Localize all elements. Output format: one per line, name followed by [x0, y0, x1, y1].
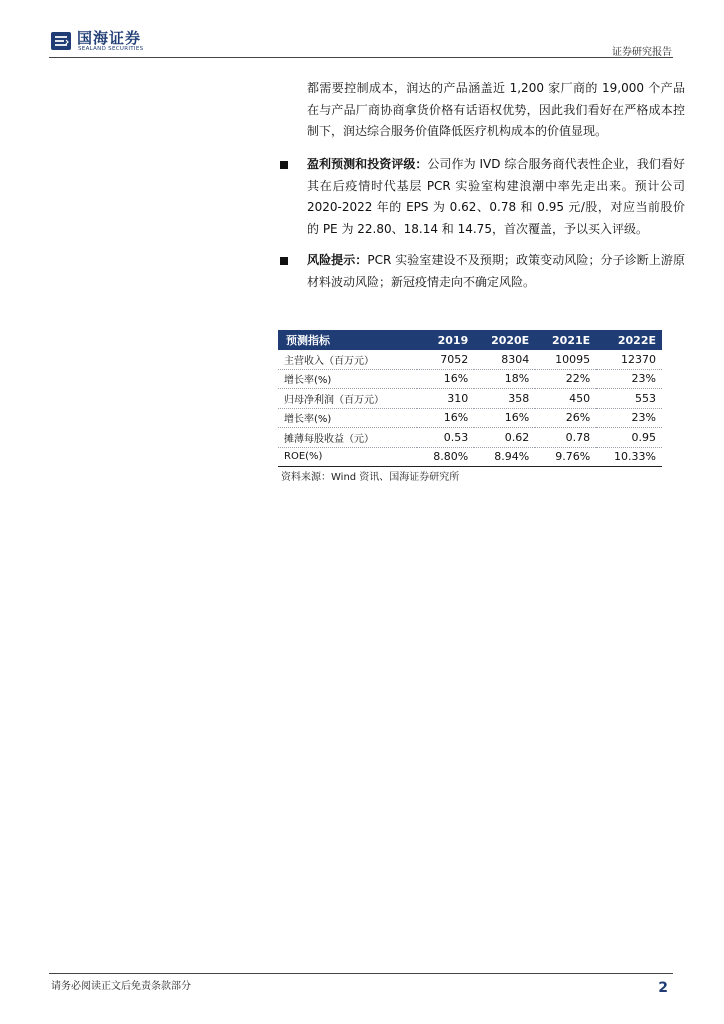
- table-row: [278, 350, 662, 369]
- table-cell: 553: [596, 389, 662, 409]
- table-cell: 10.33%: [596, 447, 662, 467]
- paragraph-risk-warning: [307, 250, 685, 293]
- table-cell: 22%: [535, 369, 596, 389]
- footer-divider: [49, 973, 673, 974]
- row-label: 增长率(%): [278, 369, 417, 389]
- row-label: 主营收入（百万元）: [278, 350, 417, 369]
- table-cell: 0.95: [596, 428, 662, 448]
- table-cell: 0.62: [474, 428, 535, 448]
- paragraph-cost-control: 都需要控制成本，润达的产品涵盖近 1,200 家厂商的 19,000 个产品在与产品厂商协商拿货价格有话语权优势，因此我们看好在严格成本控制下，润达综合服务价值降低医疗机构成本的价值显现。: [307, 81, 685, 138]
- page-number: 2: [658, 980, 668, 996]
- table-cell: 7052: [417, 350, 474, 369]
- table-cell: 16%: [474, 408, 535, 428]
- table-cell: 10095: [535, 350, 596, 369]
- header-2022e: 2022E: [596, 330, 662, 350]
- square-bullet-icon: [280, 257, 288, 265]
- table-cell: 8304: [474, 350, 535, 369]
- table-row: [278, 369, 662, 389]
- row-label: 摊薄每股收益（元）: [278, 428, 417, 448]
- table-cell: 12370: [596, 350, 662, 369]
- header-divider: [49, 57, 673, 58]
- header-2020e: 2020E: [474, 330, 535, 350]
- earnings-forecast-text: 公司作为 IVD 综合服务商代表性企业，我们看好其在后疫情时代基层 PCR 实验室构建浪潮中率先走出来。预计公司 2020-2022 年的 EPS 为 0.62、0.78 和 0.95 元/股，对应当前股价的 PE 为 22.80、18.14 和 14.75，首次覆盖，予以买入评级。: [307, 157, 685, 236]
- footer-disclaimer: 请务必阅读正文后免责条款部分: [51, 981, 191, 992]
- header-2021e: 2021E: [535, 330, 596, 350]
- table-row: [278, 428, 662, 448]
- table-cell: 0.53: [417, 428, 474, 448]
- table-cell: 358: [474, 389, 535, 409]
- table-cell: 16%: [417, 369, 474, 389]
- header-2019: 2019: [417, 330, 474, 350]
- table-source-note: 资料来源：Wind 资讯、国海证券研究所: [281, 472, 460, 483]
- forecast-table-container: [278, 330, 662, 467]
- sealand-logo-icon: [51, 32, 71, 50]
- earnings-forecast-heading: 盈利预测和投资评级：: [307, 157, 428, 171]
- table-cell: 18%: [474, 369, 535, 389]
- header-indicator: 预测指标: [278, 330, 417, 350]
- table-header-row: [278, 330, 662, 350]
- table-cell: 9.76%: [535, 447, 596, 467]
- table-cell: 16%: [417, 408, 474, 428]
- forecast-table: [278, 330, 662, 467]
- row-label: ROE(%): [278, 447, 417, 467]
- row-label: 增长率(%): [278, 408, 417, 428]
- table-row: [278, 447, 662, 467]
- table-cell: 23%: [596, 369, 662, 389]
- risk-warning-text: PCR 实验室建设不及预期；政策变动风险；分子诊断上游原材料波动风险；新冠疫情走向不确定风险。: [307, 253, 685, 289]
- paragraph-earnings-forecast: [307, 154, 685, 240]
- table-cell: 450: [535, 389, 596, 409]
- table-cell: 310: [417, 389, 474, 409]
- report-type-label: 证券研究报告: [612, 47, 672, 58]
- table-cell: 0.78: [535, 428, 596, 448]
- row-label: 归母净利润（百万元）: [278, 389, 417, 409]
- logo-english-name: SEALAND SECURITIES: [78, 46, 144, 52]
- logo-chinese-name: 国海证券: [77, 29, 142, 47]
- page-header: [0, 0, 724, 62]
- square-bullet-icon: [280, 161, 288, 169]
- table-row: [278, 408, 662, 428]
- table-row: [278, 389, 662, 409]
- table-cell: 23%: [596, 408, 662, 428]
- risk-warning-heading: 风险提示：: [307, 253, 368, 267]
- table-cell: 8.94%: [474, 447, 535, 467]
- table-cell: 8.80%: [417, 447, 474, 467]
- table-cell: 26%: [535, 408, 596, 428]
